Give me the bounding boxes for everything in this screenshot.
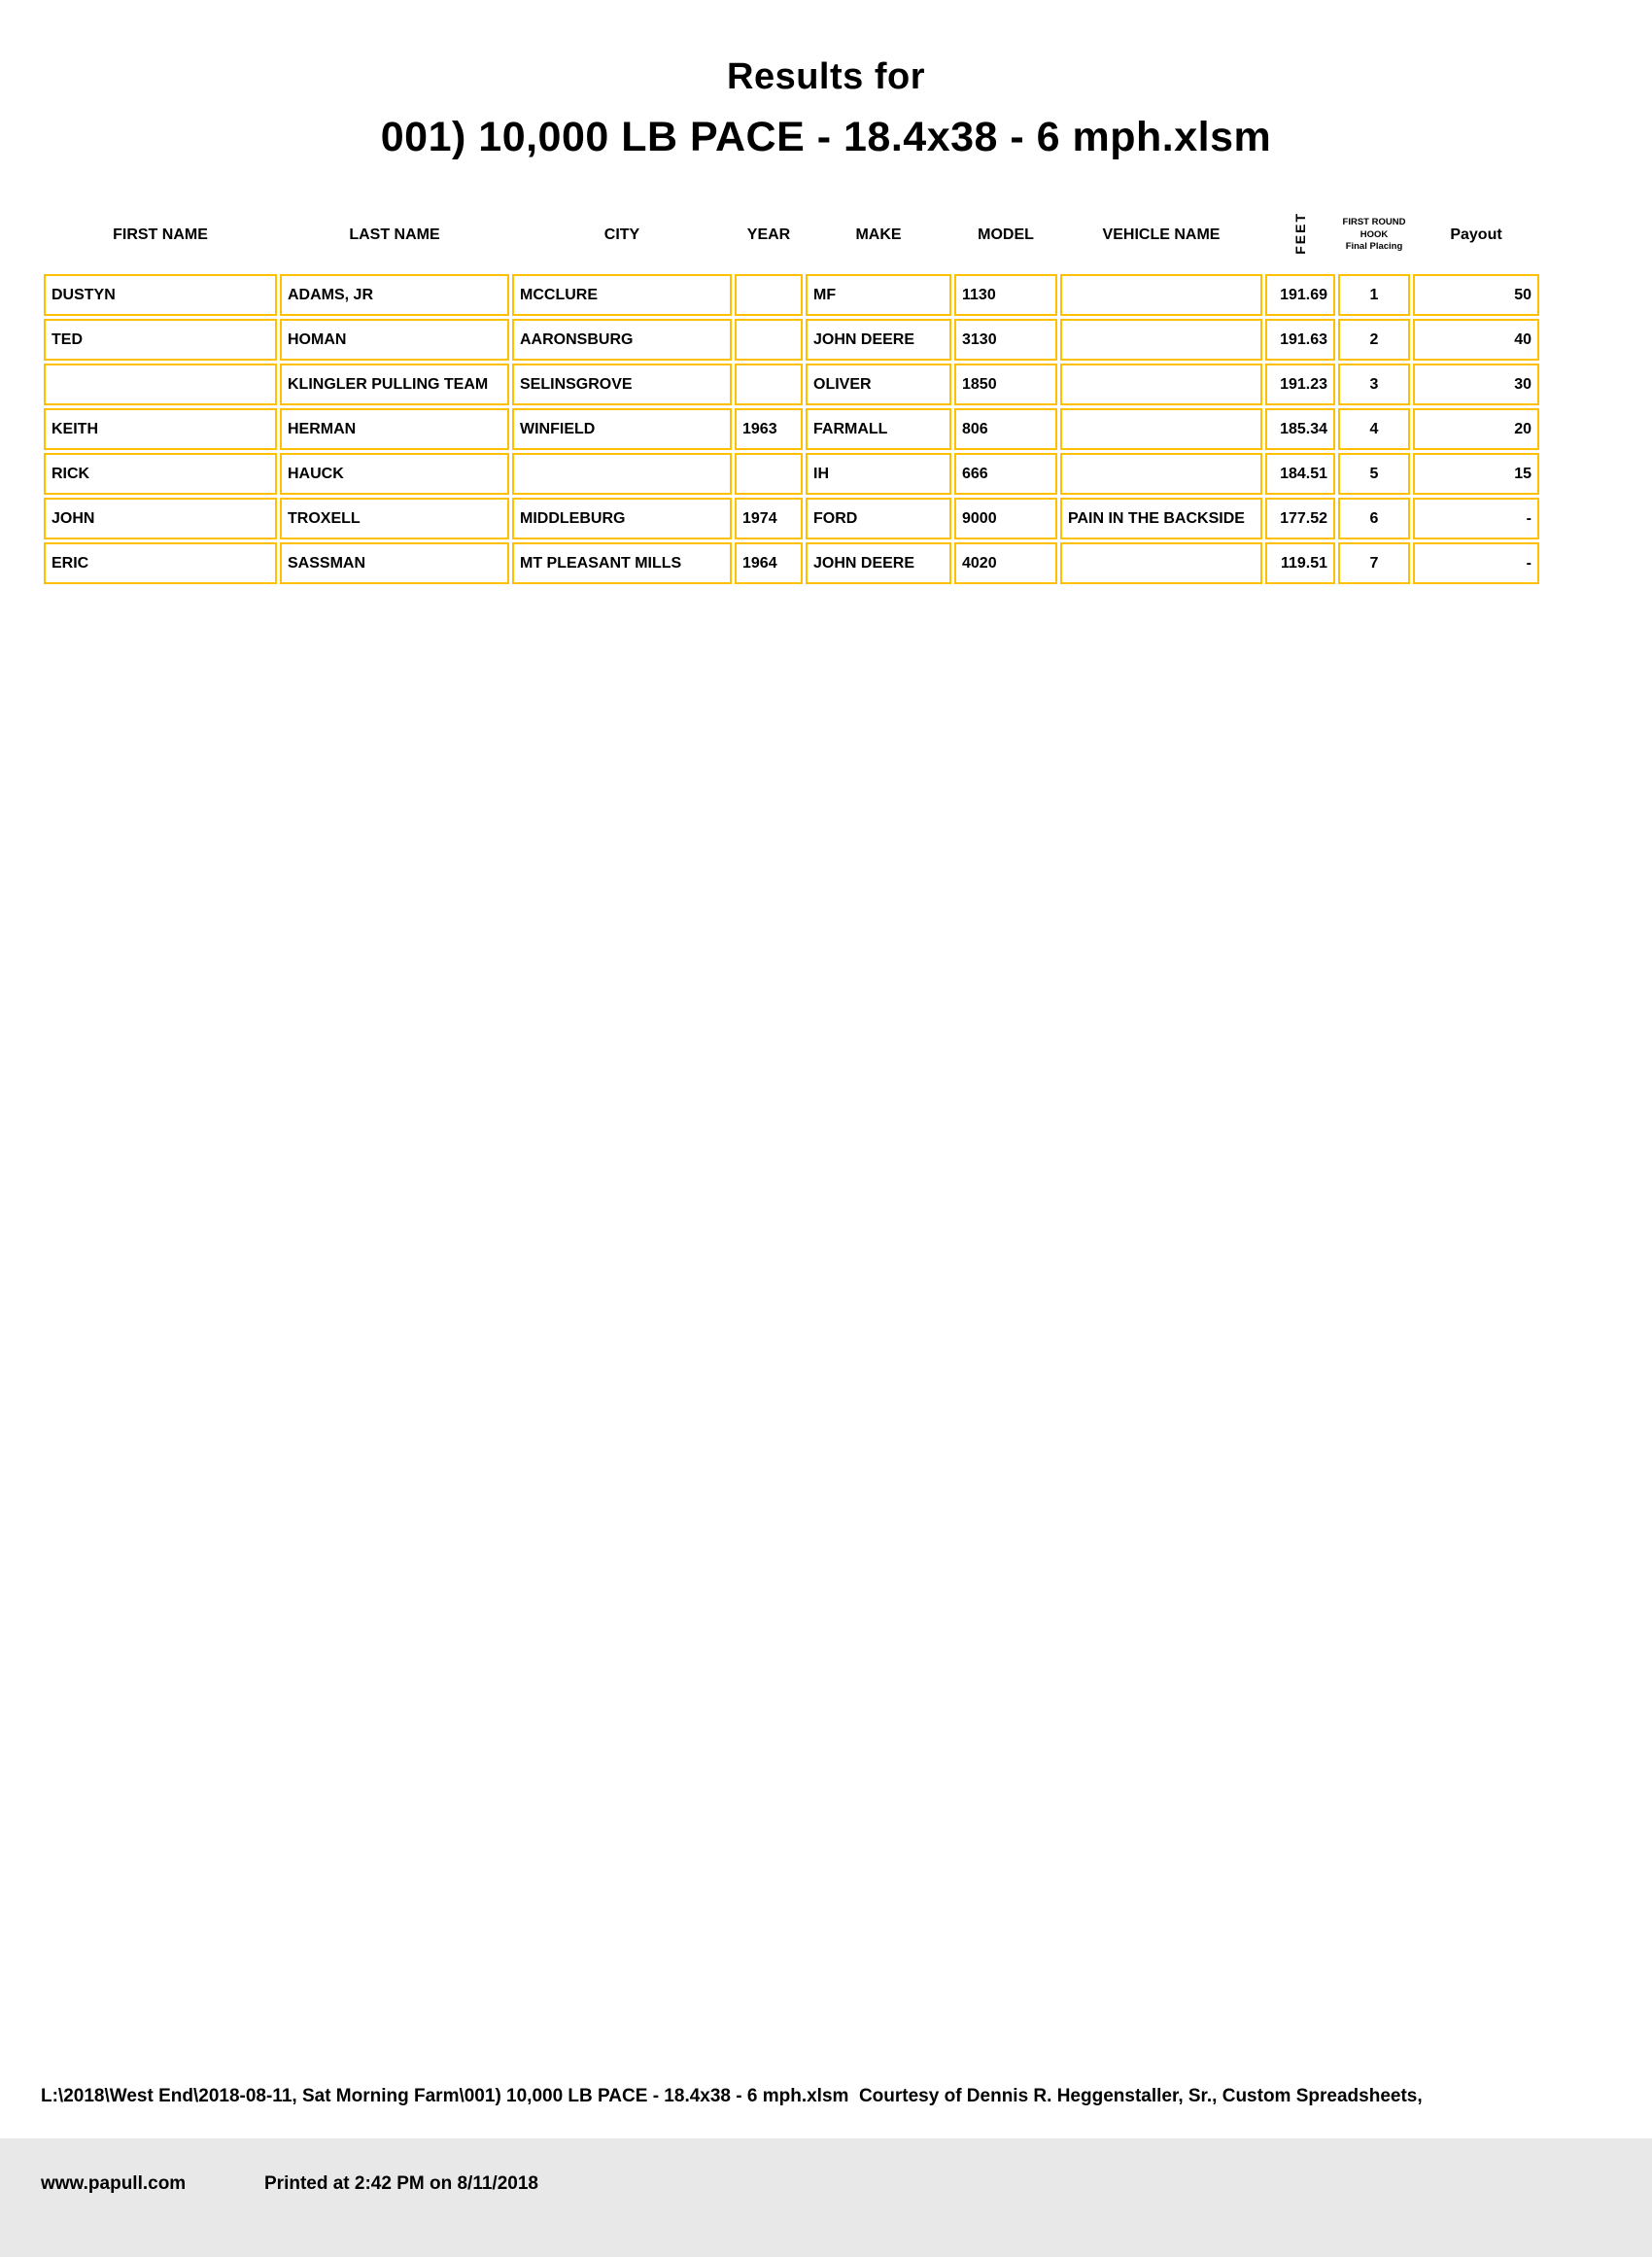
- cell-placing: 1: [1338, 274, 1410, 316]
- page-footer: [41, 2024, 1423, 2257]
- col-header-year: YEAR: [746, 226, 791, 243]
- cell-make: MF: [806, 274, 951, 316]
- cell-feet: 191.63: [1265, 319, 1335, 361]
- cell-first_name: [44, 364, 277, 405]
- cell-payout: -: [1413, 542, 1539, 584]
- placing-header-line2: HOOK: [1359, 228, 1389, 240]
- col-header-last-name: LAST NAME: [349, 226, 440, 243]
- footer-second-line: [41, 2170, 1423, 2199]
- results-table: [41, 196, 1542, 587]
- cell-make: IH: [806, 453, 951, 495]
- cell-year: [735, 274, 803, 316]
- cell-make: JOHN DEERE: [806, 542, 951, 584]
- cell-model: 1130: [954, 274, 1057, 316]
- cell-feet: 191.23: [1265, 364, 1335, 405]
- table-row: [44, 319, 1539, 361]
- cell-placing: 4: [1338, 408, 1410, 450]
- cell-city: WINFIELD: [512, 408, 732, 450]
- cell-model: 806: [954, 408, 1057, 450]
- cell-payout: 40: [1413, 319, 1539, 361]
- cell-make: JOHN DEERE: [806, 319, 951, 361]
- col-header-payout: Payout: [1450, 226, 1502, 243]
- table-row: [44, 364, 1539, 405]
- cell-payout: 15: [1413, 453, 1539, 495]
- placing-header-line3: Final Placing: [1345, 241, 1403, 253]
- col-header-make: MAKE: [855, 226, 902, 243]
- cell-last_name: ADAMS, JR: [280, 274, 509, 316]
- cell-vehicle_name: [1060, 319, 1262, 361]
- table-row: [44, 408, 1539, 450]
- cell-year: 1963: [735, 408, 803, 450]
- cell-make: OLIVER: [806, 364, 951, 405]
- cell-year: 1974: [735, 498, 803, 539]
- cell-feet: 119.51: [1265, 542, 1335, 584]
- cell-model: 1850: [954, 364, 1057, 405]
- table-row: [44, 542, 1539, 584]
- footer-printed-timestamp: Printed at 2:42 PM on 8/11/2018: [264, 2173, 538, 2194]
- cell-first_name: RICK: [44, 453, 277, 495]
- cell-vehicle_name: [1060, 453, 1262, 495]
- col-header-vehicle-name: VEHICLE NAME: [1102, 226, 1221, 243]
- feet-vertical-label: FEET: [1292, 211, 1308, 255]
- placing-header-line1: FIRST ROUND: [1342, 216, 1406, 227]
- cell-last_name: HOMAN: [280, 319, 509, 361]
- col-header-placing: [1338, 199, 1410, 271]
- cell-first_name: DUSTYN: [44, 274, 277, 316]
- cell-vehicle_name: PAIN IN THE BACKSIDE: [1060, 498, 1262, 539]
- cell-first_name: TED: [44, 319, 277, 361]
- cell-feet: 191.69: [1265, 274, 1335, 316]
- cell-placing: 7: [1338, 542, 1410, 584]
- cell-vehicle_name: [1060, 364, 1262, 405]
- cell-city: MT PLEASANT MILLS: [512, 542, 732, 584]
- cell-year: [735, 364, 803, 405]
- cell-city: AARONSBURG: [512, 319, 732, 361]
- cell-vehicle_name: [1060, 274, 1262, 316]
- footer-website: www.papull.com: [41, 2173, 187, 2194]
- cell-model: 666: [954, 453, 1057, 495]
- col-header-first-name: FIRST NAME: [113, 226, 208, 243]
- cell-feet: 184.51: [1265, 453, 1335, 495]
- cell-placing: 2: [1338, 319, 1410, 361]
- cell-placing: 6: [1338, 498, 1410, 539]
- col-header-city: CITY: [603, 226, 640, 243]
- cell-city: MIDDLEBURG: [512, 498, 732, 539]
- results-table-body: [44, 274, 1539, 584]
- cell-first_name: KEITH: [44, 408, 277, 450]
- cell-payout: 30: [1413, 364, 1539, 405]
- cell-year: [735, 319, 803, 361]
- cell-last_name: TROXELL: [280, 498, 509, 539]
- cell-vehicle_name: [1060, 408, 1262, 450]
- cell-payout: 20: [1413, 408, 1539, 450]
- footer-file-path: L:\2018\West End\2018-08-11, Sat Morning Farm\001) 10,000 LB PACE - 18.4x38 - 6 mph.xlsm Courtesy of Dennis R. Heggenstaller, Sr., Custom Spreadsheets,: [41, 2086, 1423, 2106]
- cell-make: FARMALL: [806, 408, 951, 450]
- col-header-feet: [1265, 199, 1335, 271]
- cell-placing: 5: [1338, 453, 1410, 495]
- cell-city: [512, 453, 732, 495]
- cell-city: MCCLURE: [512, 274, 732, 316]
- table-row: [44, 498, 1539, 539]
- page-title: Results for: [727, 56, 925, 97]
- cell-last_name: HERMAN: [280, 408, 509, 450]
- cell-make: FORD: [806, 498, 951, 539]
- placing-header-lines: [1338, 217, 1410, 254]
- cell-model: 3130: [954, 319, 1057, 361]
- file-title: 001) 10,000 LB PACE - 18.4x38 - 6 mph.xlsm: [380, 114, 1272, 160]
- cell-last_name: SASSMAN: [280, 542, 509, 584]
- cell-first_name: JOHN: [44, 498, 277, 539]
- cell-model: 9000: [954, 498, 1057, 539]
- cell-vehicle_name: [1060, 542, 1262, 584]
- table-row: [44, 453, 1539, 495]
- cell-feet: 185.34: [1265, 408, 1335, 450]
- cell-model: 4020: [954, 542, 1057, 584]
- cell-payout: 50: [1413, 274, 1539, 316]
- cell-feet: 177.52: [1265, 498, 1335, 539]
- table-row: [44, 274, 1539, 316]
- cell-placing: 3: [1338, 364, 1410, 405]
- cell-payout: -: [1413, 498, 1539, 539]
- cell-last_name: HAUCK: [280, 453, 509, 495]
- cell-year: 1964: [735, 542, 803, 584]
- cell-last_name: KLINGLER PULLING TEAM: [280, 364, 509, 405]
- cell-first_name: ERIC: [44, 542, 277, 584]
- cell-year: [735, 453, 803, 495]
- col-header-model: MODEL: [978, 226, 1034, 243]
- header-row: [44, 199, 1539, 271]
- cell-city: SELINSGROVE: [512, 364, 732, 405]
